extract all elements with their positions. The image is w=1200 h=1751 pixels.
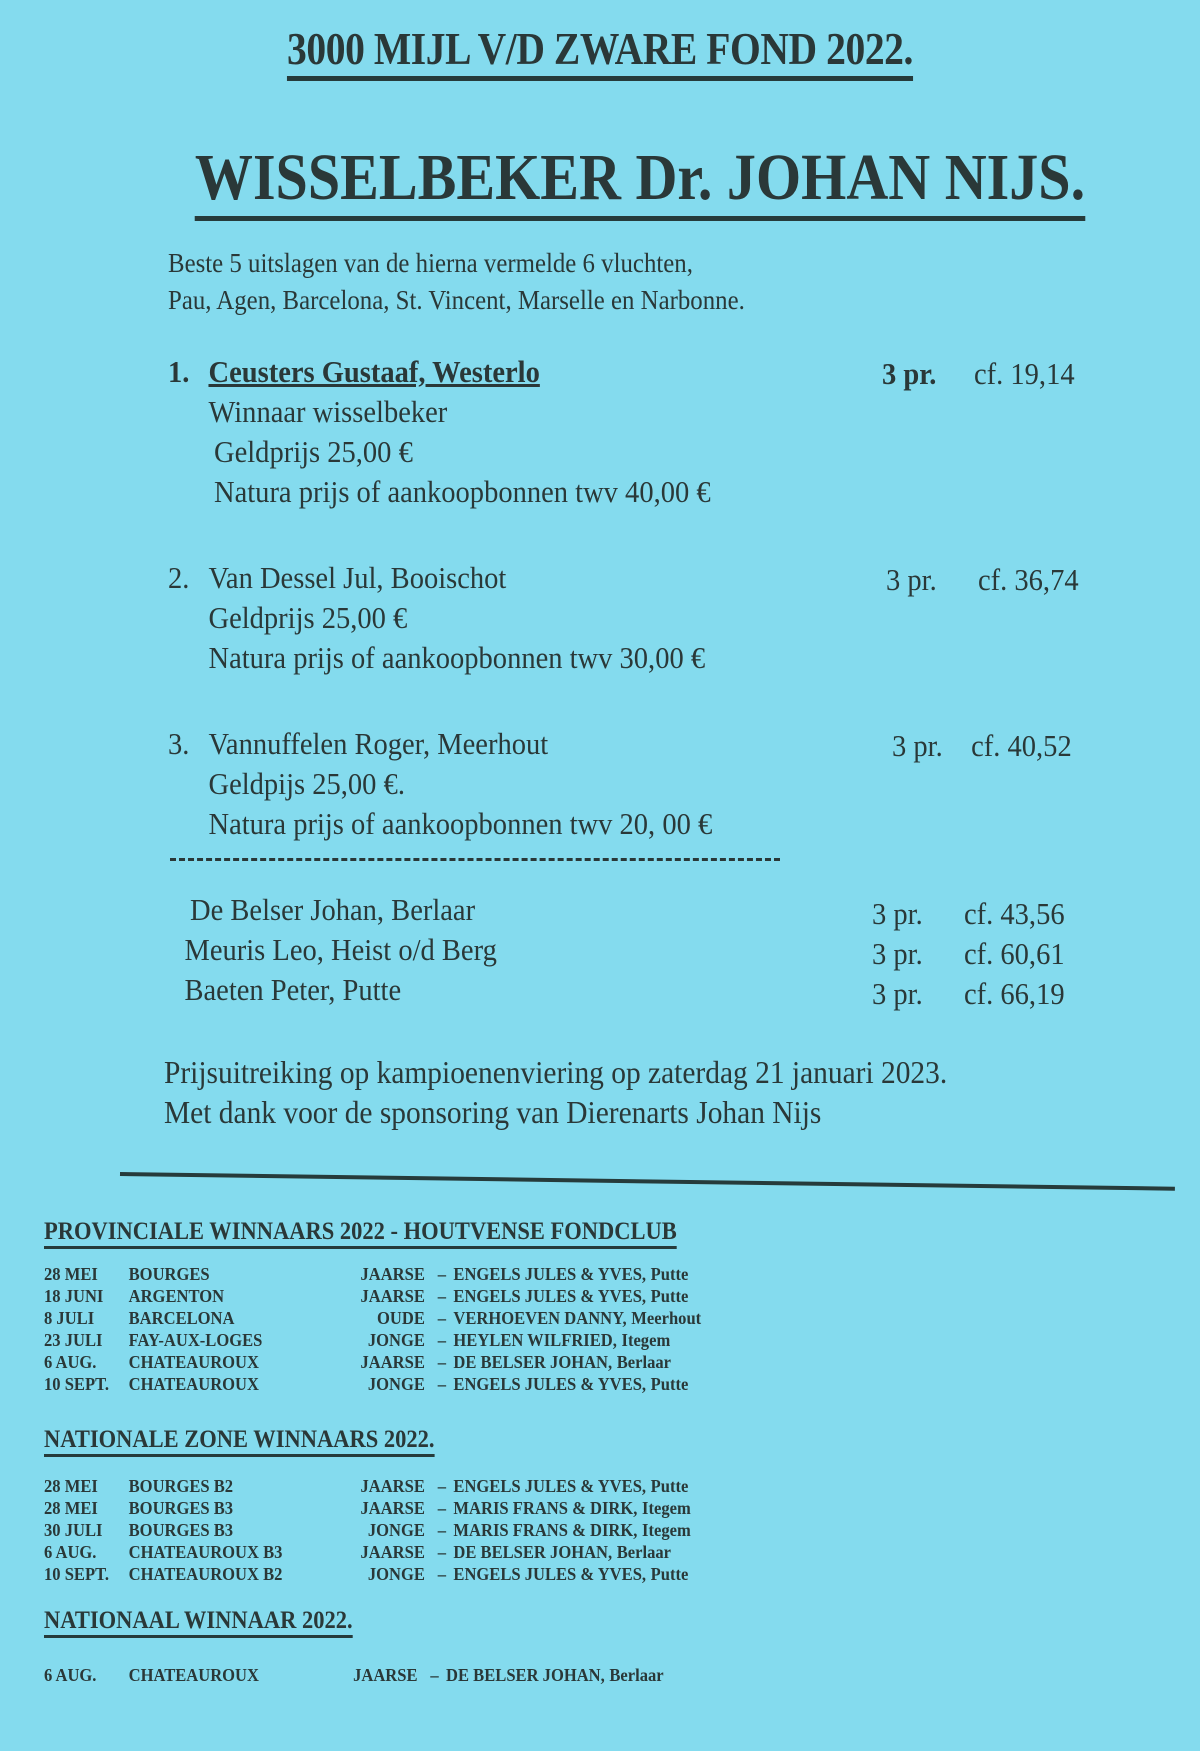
race-date: 6 AUG. (44, 1352, 97, 1372)
ceremony-line: Prijsuitreiking op kampioenenviering op zaterdag 21 januari 2023. (164, 1054, 948, 1090)
winner-cell (430, 1329, 670, 1351)
winner-cell (430, 1541, 671, 1563)
winner-name: Ceusters Gustaaf, Westerlo (208, 354, 540, 389)
pairs-count: 3 pr. (872, 936, 923, 971)
category: JAARSE (360, 1352, 425, 1372)
race-name: CHATEAUROUX (128, 1374, 259, 1394)
winner-location: Putte (650, 1374, 689, 1394)
category: JONGE (367, 1564, 425, 1584)
pairs-count: 3 pr. (892, 728, 943, 763)
separator: – (437, 1264, 447, 1284)
winner-detail: Natura prijs of aankoopbonnen twv 30,00 € (208, 640, 706, 675)
winner-name: ENGELS JULES & YVES, (453, 1374, 647, 1394)
winner-entry-2 (168, 558, 705, 678)
winner-cell (430, 1307, 701, 1329)
winner-entry-3 (168, 724, 712, 844)
category: JONGE (367, 1520, 425, 1540)
race-name: BARCELONA (128, 1308, 235, 1328)
category: JAARSE (360, 1542, 425, 1562)
separator: – (437, 1374, 447, 1394)
pairs-count: 3 pr. (882, 356, 937, 391)
coefficient: cf. 60,61 (964, 936, 1065, 971)
nationale-zone-table (44, 1475, 691, 1585)
intro-text (168, 245, 745, 319)
race-name: CHATEAUROUX (128, 1352, 259, 1372)
race-date: 10 SEPT. (44, 1564, 110, 1584)
winner-entry-1 (168, 352, 711, 512)
winner-cell (430, 1519, 690, 1541)
race-name: FAY-AUX-LOGES (128, 1330, 263, 1350)
winner-name: DE BELSER JOHAN, (453, 1542, 613, 1562)
category: JONGE (367, 1330, 425, 1350)
winner-cell (430, 1373, 688, 1395)
separator: – (437, 1330, 447, 1350)
race-name: BOURGES B3 (128, 1520, 234, 1540)
intro-line-2: Pau, Agen, Barcelona, St. Vincent, Marselle en Narbonne. (168, 285, 745, 315)
table-row (44, 1475, 691, 1497)
category: JONGE (367, 1374, 425, 1394)
race-date: 6 AUG. (44, 1665, 97, 1685)
race-name: BOURGES B2 (128, 1476, 234, 1496)
winner-name: ENGELS JULES & YVES, (453, 1476, 647, 1496)
table-row (44, 1541, 691, 1563)
other-result-name: De Belser Johan, Berlaar (190, 892, 476, 927)
table-row (44, 1329, 701, 1351)
closing-text (164, 1052, 947, 1132)
separator: – (437, 1520, 447, 1540)
race-name: CHATEAUROUX B2 (128, 1564, 283, 1584)
winner-location: Meerhout (631, 1308, 702, 1328)
table-row (44, 1263, 701, 1285)
section-divider (120, 1172, 1175, 1191)
separator: – (437, 1542, 447, 1562)
separator: – (437, 1564, 447, 1584)
other-result-name: Meuris Leo, Heist o/d Berg (184, 932, 497, 967)
winner-name: MARIS FRANS & DIRK, (453, 1498, 638, 1518)
winner-location: Berlaar (616, 1352, 672, 1372)
category: JAARSE (360, 1264, 425, 1284)
winner-detail: Geldpijs 25,00 €. (208, 766, 405, 801)
table-row (44, 1307, 701, 1329)
pairs-count: 3 pr. (872, 976, 923, 1011)
category: JAARSE (360, 1286, 425, 1306)
winner-rank: 1. (168, 354, 190, 389)
winner-score-3 (892, 728, 1072, 764)
provinciale-table (44, 1263, 701, 1395)
document-title: 3000 MIJL V/D ZWARE FOND 2022. (84, 22, 1116, 75)
winner-location: Putte (650, 1564, 689, 1584)
race-date: 28 MEI (44, 1264, 98, 1284)
winner-rank: 3. (168, 726, 190, 761)
nationaal-heading: NATIONAAL WINNAAR 2022. (44, 1607, 353, 1638)
table-row (44, 1519, 691, 1541)
winner-cell (430, 1497, 690, 1519)
winner-name: ENGELS JULES & YVES, (453, 1264, 647, 1284)
pairs-count: 3 pr. (886, 562, 937, 597)
category: JAARSE (353, 1665, 418, 1685)
table-row (44, 1285, 701, 1307)
separator: – (437, 1352, 447, 1372)
race-date: 28 MEI (44, 1498, 98, 1518)
table-row (44, 1373, 701, 1395)
winner-rank: 2. (168, 560, 190, 595)
winner-detail: Geldprijs 25,00 € (214, 434, 413, 469)
winner-cell (430, 1351, 671, 1373)
race-date: 10 SEPT. (44, 1374, 110, 1394)
pairs-count: 3 pr. (872, 896, 923, 931)
winner-detail: Natura prijs of aankoopbonnen twv 40,00 € (214, 474, 711, 509)
dashed-separator (170, 858, 780, 861)
winner-name: HEYLEN WILFRIED, (453, 1330, 617, 1350)
race-date: 30 JULI (44, 1520, 103, 1540)
race-name: BOURGES B3 (128, 1498, 234, 1518)
separator: – (437, 1286, 447, 1306)
coefficient: cf. 36,74 (978, 562, 1079, 597)
winner-location: Berlaar (616, 1542, 672, 1562)
race-date: 28 MEI (44, 1476, 98, 1496)
winner-cell (430, 1563, 688, 1585)
race-date: 6 AUG. (44, 1542, 97, 1562)
winner-name: Vannuffelen Roger, Meerhout (208, 726, 549, 761)
table-row (44, 1664, 664, 1686)
race-date: 23 JULI (44, 1330, 103, 1350)
separator: – (437, 1308, 447, 1328)
nationaal-table (44, 1664, 664, 1686)
race-name: BOURGES (128, 1264, 210, 1284)
other-results (184, 890, 497, 1010)
winner-location: Putte (650, 1264, 689, 1284)
winner-name: DE BELSER JOHAN, (453, 1352, 613, 1372)
race-date: 8 JULI (44, 1308, 95, 1328)
other-result-name: Baeten Peter, Putte (184, 972, 402, 1007)
separator: – (437, 1498, 447, 1518)
race-name: CHATEAUROUX (128, 1665, 259, 1685)
winner-location: Putte (650, 1476, 689, 1496)
winner-detail: Winnaar wisselbeker (208, 394, 448, 429)
coefficient: cf. 19,14 (974, 356, 1075, 391)
intro-line-1: Beste 5 uitslagen van de hierna vermelde 6 vluchten, (168, 248, 693, 278)
category: JAARSE (360, 1498, 425, 1518)
winner-name: ENGELS JULES & YVES, (453, 1286, 647, 1306)
coefficient: cf. 40,52 (971, 728, 1072, 763)
winner-score-2 (886, 562, 1079, 598)
sponsor-line: Met dank voor de sponsoring van Dierenarts Johan Nijs (164, 1094, 822, 1130)
winner-name: Van Dessel Jul, Booischot (208, 560, 507, 595)
table-row (44, 1497, 691, 1519)
race-name: CHATEAUROUX B3 (128, 1542, 283, 1562)
separator: – (437, 1476, 447, 1496)
category: JAARSE (360, 1476, 425, 1496)
coefficient: cf. 43,56 (964, 896, 1065, 931)
winner-cell (430, 1263, 688, 1285)
winner-name: VERHOEVEN DANNY, (453, 1308, 627, 1328)
winner-score-1 (882, 356, 1075, 392)
winner-location: Itegem (621, 1330, 671, 1350)
winner-detail: Natura prijs of aankoopbonnen twv 20, 00 € (208, 806, 713, 841)
nationale-zone-heading: NATIONALE ZONE WINNAARS 2022. (44, 1426, 434, 1457)
winner-location: Itegem (642, 1498, 691, 1518)
winner-name: DE BELSER JOHAN, (446, 1665, 605, 1685)
winner-detail: Geldprijs 25,00 € (208, 600, 408, 635)
document-subtitle: WISSELBEKER Dr. JOHAN NIJS. (77, 140, 1200, 216)
coefficient: cf. 66,19 (964, 976, 1065, 1011)
other-results-scores (872, 894, 1065, 1014)
separator: – (430, 1665, 439, 1685)
winner-cell (423, 1664, 664, 1686)
table-row (44, 1351, 701, 1373)
winner-cell (430, 1285, 688, 1307)
winner-name: MARIS FRANS & DIRK, (453, 1520, 638, 1540)
winner-cell (430, 1475, 688, 1497)
category: OUDE (377, 1308, 425, 1328)
race-date: 18 JUNI (44, 1286, 104, 1306)
race-name: ARGENTON (128, 1286, 225, 1306)
provinciale-heading: PROVINCIALE WINNAARS 2022 - HOUTVENSE FONDCLUB (44, 1218, 677, 1249)
winner-location: Berlaar (609, 1665, 664, 1685)
winner-location: Itegem (642, 1520, 691, 1540)
winner-name: ENGELS JULES & YVES, (453, 1564, 647, 1584)
table-row (44, 1563, 691, 1585)
winner-location: Putte (650, 1286, 689, 1306)
